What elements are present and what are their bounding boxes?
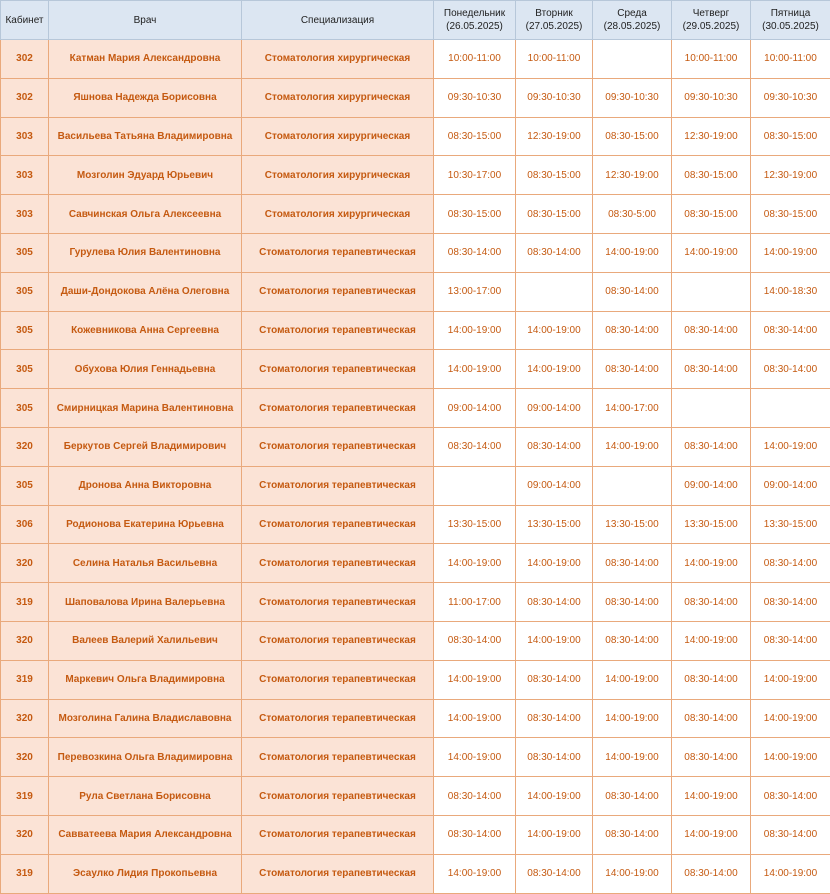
time-cell: 08:30-14:00 <box>593 544 672 583</box>
time-cell: 08:30-15:00 <box>516 156 593 195</box>
time-cell: 10:00-11:00 <box>434 40 516 79</box>
time-cell: 08:30-15:00 <box>434 195 516 234</box>
cabinet-cell: 320 <box>1 738 49 777</box>
cabinet-cell: 319 <box>1 583 49 622</box>
day-date: (28.05.2025) <box>603 21 661 32</box>
table-row <box>1 78 830 117</box>
doctor-cell: Обухова Юлия Геннадьевна <box>49 350 242 389</box>
time-cell: 08:30-14:00 <box>516 660 593 699</box>
time-cell: 14:00-19:00 <box>593 660 672 699</box>
header-day-wednesday <box>593 1 672 40</box>
header-specialization: Специализация <box>242 1 434 40</box>
day-date: (30.05.2025) <box>762 21 819 32</box>
doctor-cell: Гурулева Юлия Валентиновна <box>49 233 242 272</box>
time-cell: 12:30-19:00 <box>516 117 593 156</box>
cabinet-cell: 305 <box>1 233 49 272</box>
time-cell: 08:30-14:00 <box>593 272 672 311</box>
doctor-cell: Родионова Екатерина Юрьевна <box>49 505 242 544</box>
time-cell: 08:30-14:00 <box>672 311 751 350</box>
time-cell: 08:30-14:00 <box>751 544 830 583</box>
time-cell: 08:30-14:00 <box>672 660 751 699</box>
doctor-cell: Селина Наталья Васильевна <box>49 544 242 583</box>
time-cell: 08:30-14:00 <box>593 815 672 854</box>
time-cell: 08:30-14:00 <box>434 621 516 660</box>
doctor-cell: Савчинская Ольга Алексеевна <box>49 195 242 234</box>
time-cell: 14:00-19:00 <box>751 660 830 699</box>
time-cell: 08:30-14:00 <box>593 311 672 350</box>
time-cell: 08:30-14:00 <box>516 583 593 622</box>
doctor-cell: Савватеева Мария Александровна <box>49 815 242 854</box>
time-cell: 08:30-14:00 <box>516 699 593 738</box>
time-cell: 08:30-14:00 <box>593 350 672 389</box>
time-cell: 08:30-14:00 <box>751 621 830 660</box>
cabinet-cell: 302 <box>1 78 49 117</box>
time-cell <box>751 389 830 428</box>
table-row <box>1 156 830 195</box>
doctor-cell: Яшнова Надежда Борисовна <box>49 78 242 117</box>
specialization-cell: Стоматология терапевтическая <box>242 350 434 389</box>
time-cell: 12:30-19:00 <box>751 156 830 195</box>
time-cell: 14:00-19:00 <box>751 738 830 777</box>
doctor-cell: Даши-Дондокова Алёна Олеговна <box>49 272 242 311</box>
time-cell: 14:00-18:30 <box>751 272 830 311</box>
doctor-cell: Дронова Анна Викторовна <box>49 466 242 505</box>
day-date: (29.05.2025) <box>682 21 740 32</box>
time-cell: 08:30-14:00 <box>434 233 516 272</box>
cabinet-cell: 305 <box>1 466 49 505</box>
time-cell: 14:00-19:00 <box>434 311 516 350</box>
time-cell: 08:30-14:00 <box>593 621 672 660</box>
specialization-cell: Стоматология хирургическая <box>242 117 434 156</box>
header-day-monday <box>434 1 516 40</box>
time-cell: 13:30-15:00 <box>751 505 830 544</box>
time-cell: 14:00-19:00 <box>593 854 672 893</box>
time-cell <box>593 40 672 79</box>
specialization-cell: Стоматология терапевтическая <box>242 233 434 272</box>
table-row <box>1 311 830 350</box>
cabinet-cell: 303 <box>1 195 49 234</box>
time-cell: 14:00-19:00 <box>593 427 672 466</box>
time-cell: 08:30-14:00 <box>516 738 593 777</box>
time-cell: 08:30-14:00 <box>672 583 751 622</box>
table-row <box>1 777 830 816</box>
doctor-cell: Мозголин Эдуард Юрьевич <box>49 156 242 195</box>
header-day-thursday <box>672 1 751 40</box>
time-cell: 08:30-14:00 <box>593 583 672 622</box>
time-cell: 14:00-19:00 <box>672 233 751 272</box>
time-cell: 09:00-14:00 <box>751 466 830 505</box>
table-row <box>1 272 830 311</box>
table-row <box>1 544 830 583</box>
time-cell: 08:30-15:00 <box>516 195 593 234</box>
time-cell <box>593 466 672 505</box>
doctor-cell: Смирницкая Марина Валентиновна <box>49 389 242 428</box>
table-row <box>1 621 830 660</box>
time-cell: 08:30-14:00 <box>751 583 830 622</box>
table-row <box>1 738 830 777</box>
specialization-cell: Стоматология терапевтическая <box>242 272 434 311</box>
time-cell: 09:30-10:30 <box>593 78 672 117</box>
time-cell <box>672 272 751 311</box>
cabinet-cell: 305 <box>1 272 49 311</box>
time-cell: 08:30-14:00 <box>593 777 672 816</box>
specialization-cell: Стоматология терапевтическая <box>242 699 434 738</box>
doctor-cell: Катман Мария Александровна <box>49 40 242 79</box>
specialization-cell: Стоматология терапевтическая <box>242 389 434 428</box>
time-cell: 10:00-11:00 <box>672 40 751 79</box>
specialization-cell: Стоматология хирургическая <box>242 156 434 195</box>
time-cell: 14:00-17:00 <box>593 389 672 428</box>
specialization-cell: Стоматология терапевтическая <box>242 466 434 505</box>
time-cell: 08:30-14:00 <box>751 777 830 816</box>
header-day-friday <box>751 1 830 40</box>
time-cell: 14:00-19:00 <box>751 233 830 272</box>
time-cell: 08:30-14:00 <box>672 350 751 389</box>
cabinet-cell: 319 <box>1 854 49 893</box>
doctor-cell: Валеев Валерий Халильевич <box>49 621 242 660</box>
header-day-tuesday <box>516 1 593 40</box>
time-cell: 14:00-19:00 <box>516 815 593 854</box>
time-cell: 08:30-14:00 <box>751 815 830 854</box>
time-cell: 08:30-15:00 <box>672 156 751 195</box>
time-cell <box>516 272 593 311</box>
time-cell: 14:00-19:00 <box>434 699 516 738</box>
table-row <box>1 660 830 699</box>
time-cell: 08:30-15:00 <box>434 117 516 156</box>
specialization-cell: Стоматология терапевтическая <box>242 660 434 699</box>
day-date: (27.05.2025) <box>525 21 583 32</box>
doctor-cell: Рула Светлана Борисовна <box>49 777 242 816</box>
time-cell: 08:30-14:00 <box>434 815 516 854</box>
doctor-cell: Беркутов Сергей Владимирович <box>49 427 242 466</box>
time-cell: 08:30-14:00 <box>672 854 751 893</box>
cabinet-cell: 303 <box>1 117 49 156</box>
cabinet-cell: 302 <box>1 40 49 79</box>
time-cell: 08:30-14:00 <box>672 738 751 777</box>
time-cell: 14:00-19:00 <box>751 427 830 466</box>
specialization-cell: Стоматология терапевтическая <box>242 738 434 777</box>
cabinet-cell: 319 <box>1 777 49 816</box>
doctor-cell: Маркевич Ольга Владимировна <box>49 660 242 699</box>
time-cell: 14:00-19:00 <box>751 699 830 738</box>
time-cell: 14:00-19:00 <box>672 621 751 660</box>
time-cell: 14:00-19:00 <box>516 777 593 816</box>
table-row <box>1 583 830 622</box>
time-cell: 09:30-10:30 <box>434 78 516 117</box>
time-cell: 09:30-10:30 <box>751 78 830 117</box>
time-cell: 12:30-19:00 <box>672 117 751 156</box>
day-date: (26.05.2025) <box>446 21 503 32</box>
time-cell: 14:00-19:00 <box>593 699 672 738</box>
time-cell: 14:00-19:00 <box>434 350 516 389</box>
time-cell: 08:30-5:00 <box>593 195 672 234</box>
time-cell: 10:00-11:00 <box>516 40 593 79</box>
time-cell: 10:30-17:00 <box>434 156 516 195</box>
table-row <box>1 815 830 854</box>
cabinet-cell: 305 <box>1 350 49 389</box>
table-row <box>1 699 830 738</box>
specialization-cell: Стоматология терапевтическая <box>242 505 434 544</box>
time-cell: 10:00-11:00 <box>751 40 830 79</box>
table-row <box>1 117 830 156</box>
specialization-cell: Стоматология хирургическая <box>242 195 434 234</box>
day-name: Среда <box>617 8 647 19</box>
table-row <box>1 389 830 428</box>
time-cell: 12:30-19:00 <box>593 156 672 195</box>
doctor-cell: Перевозкина Ольга Владимировна <box>49 738 242 777</box>
cabinet-cell: 305 <box>1 389 49 428</box>
table-row <box>1 854 830 893</box>
time-cell: 08:30-15:00 <box>751 195 830 234</box>
specialization-cell: Стоматология терапевтическая <box>242 583 434 622</box>
specialization-cell: Стоматология хирургическая <box>242 40 434 79</box>
time-cell: 14:00-19:00 <box>593 738 672 777</box>
time-cell: 14:00-19:00 <box>434 738 516 777</box>
day-name: Пятница <box>770 8 811 19</box>
day-name: Вторник <box>535 8 573 19</box>
cabinet-cell: 320 <box>1 544 49 583</box>
table-row <box>1 505 830 544</box>
time-cell: 14:00-19:00 <box>516 350 593 389</box>
specialization-cell: Стоматология терапевтическая <box>242 544 434 583</box>
doctor-cell: Шаповалова Ирина Валерьевна <box>49 583 242 622</box>
time-cell: 09:00-14:00 <box>434 389 516 428</box>
doctor-cell: Мозголина Галина Владиславовна <box>49 699 242 738</box>
cabinet-cell: 320 <box>1 815 49 854</box>
cabinet-cell: 319 <box>1 660 49 699</box>
time-cell <box>672 389 751 428</box>
time-cell: 09:00-14:00 <box>516 389 593 428</box>
table-row <box>1 233 830 272</box>
time-cell: 09:30-10:30 <box>516 78 593 117</box>
time-cell: 13:30-15:00 <box>516 505 593 544</box>
table-row <box>1 195 830 234</box>
header-cabinet: Кабинет <box>1 1 49 40</box>
day-name: Понедельник <box>443 8 506 19</box>
specialization-cell: Стоматология терапевтическая <box>242 621 434 660</box>
doctor-cell: Васильева Татьяна Владимировна <box>49 117 242 156</box>
time-cell: 08:30-14:00 <box>434 777 516 816</box>
specialization-cell: Стоматология терапевтическая <box>242 854 434 893</box>
specialization-cell: Стоматология терапевтическая <box>242 815 434 854</box>
time-cell <box>434 466 516 505</box>
cabinet-cell: 306 <box>1 505 49 544</box>
time-cell: 14:00-19:00 <box>672 815 751 854</box>
time-cell: 08:30-14:00 <box>672 427 751 466</box>
time-cell: 13:30-15:00 <box>593 505 672 544</box>
time-cell: 08:30-14:00 <box>434 427 516 466</box>
time-cell: 11:00-17:00 <box>434 583 516 622</box>
time-cell: 09:00-14:00 <box>672 466 751 505</box>
time-cell: 13:30-15:00 <box>434 505 516 544</box>
time-cell: 08:30-14:00 <box>516 427 593 466</box>
time-cell: 09:00-14:00 <box>516 466 593 505</box>
specialization-cell: Стоматология терапевтическая <box>242 311 434 350</box>
time-cell: 14:00-19:00 <box>434 544 516 583</box>
time-cell: 14:00-19:00 <box>516 311 593 350</box>
time-cell: 14:00-19:00 <box>434 854 516 893</box>
table-row <box>1 350 830 389</box>
doctor-cell: Кожевникова Анна Сергеевна <box>49 311 242 350</box>
specialization-cell: Стоматология терапевтическая <box>242 777 434 816</box>
time-cell: 08:30-15:00 <box>672 195 751 234</box>
specialization-cell: Стоматология хирургическая <box>242 78 434 117</box>
schedule-body <box>1 40 830 894</box>
table-row <box>1 466 830 505</box>
time-cell: 08:30-14:00 <box>516 233 593 272</box>
cabinet-cell: 305 <box>1 311 49 350</box>
time-cell: 08:30-14:00 <box>672 699 751 738</box>
time-cell: 14:00-19:00 <box>751 854 830 893</box>
time-cell: 08:30-15:00 <box>593 117 672 156</box>
time-cell: 13:30-15:00 <box>672 505 751 544</box>
time-cell: 08:30-14:00 <box>751 311 830 350</box>
cabinet-cell: 320 <box>1 621 49 660</box>
table-row <box>1 40 830 79</box>
cabinet-cell: 303 <box>1 156 49 195</box>
time-cell: 13:00-17:00 <box>434 272 516 311</box>
time-cell: 08:30-14:00 <box>516 854 593 893</box>
header-row <box>1 1 830 40</box>
time-cell: 14:00-19:00 <box>434 660 516 699</box>
time-cell: 14:00-19:00 <box>672 777 751 816</box>
time-cell: 09:30-10:30 <box>672 78 751 117</box>
table-row <box>1 427 830 466</box>
cabinet-cell: 320 <box>1 427 49 466</box>
time-cell: 08:30-15:00 <box>751 117 830 156</box>
time-cell: 14:00-19:00 <box>516 621 593 660</box>
time-cell: 14:00-19:00 <box>593 233 672 272</box>
header-doctor: Врач <box>49 1 242 40</box>
time-cell: 14:00-19:00 <box>672 544 751 583</box>
cabinet-cell: 320 <box>1 699 49 738</box>
doctor-cell: Эсаулко Лидия Прокопьевна <box>49 854 242 893</box>
time-cell: 14:00-19:00 <box>516 544 593 583</box>
day-name: Четверг <box>692 8 730 19</box>
specialization-cell: Стоматология терапевтическая <box>242 427 434 466</box>
time-cell: 08:30-14:00 <box>751 350 830 389</box>
